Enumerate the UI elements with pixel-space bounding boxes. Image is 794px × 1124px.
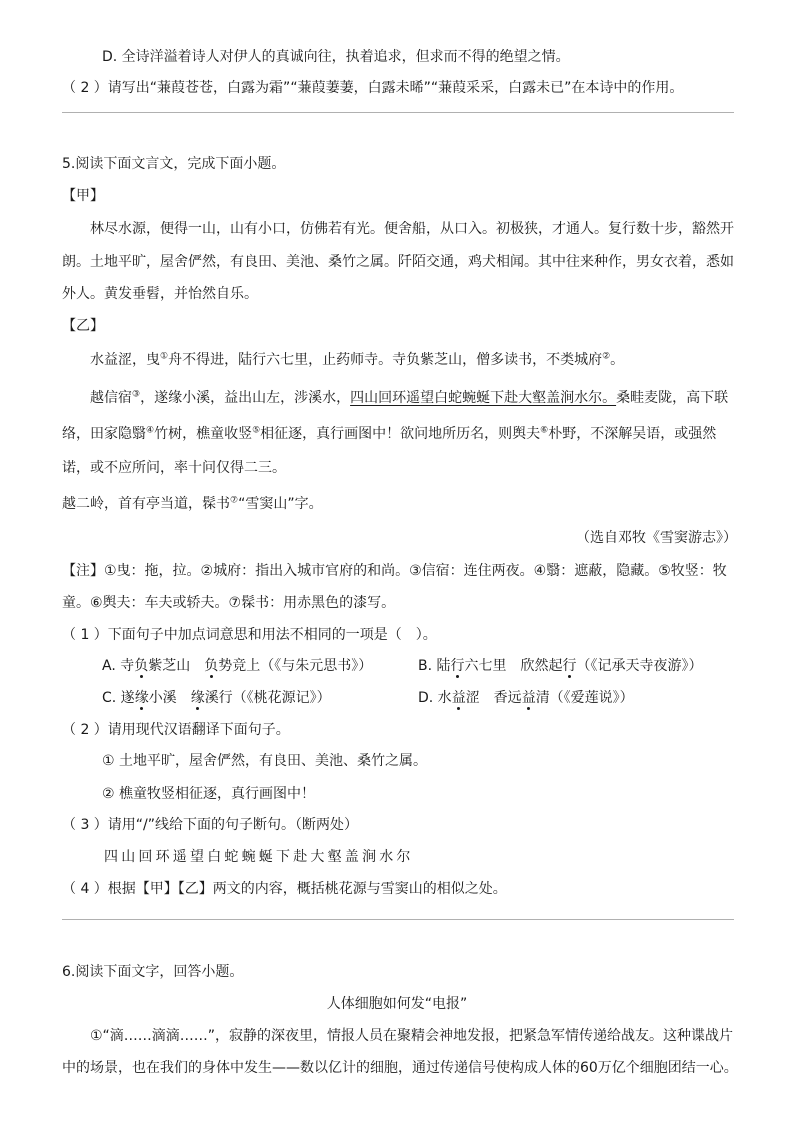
q5-sub-2: （ 2 ）请用现代汉语翻译下面句子。	[62, 722, 290, 738]
q6-title: 6.阅读下面文字，回答小题。	[62, 964, 244, 980]
translate-item-1: ① 土地平旷，屋舍俨然，有良田、美池、桑竹之属。	[102, 753, 427, 769]
note-marker: ④	[146, 425, 155, 436]
q5-title: 5.阅读下面文言文，完成下面小题。	[62, 156, 286, 172]
notes-line-2: 童。⑥舆夫：车夫或轿夫。⑦髹书：用赤黑色的漆写。	[62, 595, 396, 611]
yi-para-1: 水益涩，曳①舟不得进，陆行六七里，止药师寺。寺负紫芝山，僧多读书，不类城府②。	[90, 351, 625, 368]
q4-option-d: D. 全诗洋溢着诗人对伊人的真诚向往，执着追求，但求而不得的绝望之情。	[102, 49, 570, 65]
underlined-sentence: 四山回环遥望白蛇蜿蜒下赴大壑盖涧水尔。	[350, 390, 617, 406]
note-marker: ⑥	[540, 425, 549, 436]
q5-sub-1: （ 1 ）下面句子中加点词意思和用法不相同的一项是（ ）。	[62, 627, 437, 643]
jia-line-1: 林尽水源，便得一山，山有小口，仿佛若有光。便舍船，从口入。初极狭，才通人。复行数十步，豁然开	[90, 221, 734, 237]
option-b: B. 陆行六七里 欣然起行（《记承天寺夜游》）	[418, 658, 703, 674]
note-marker: ①	[160, 351, 169, 362]
jia-label: 【甲】	[62, 188, 104, 204]
jia-line-2: 朗。土地平旷，屋舍俨然，有良田、美池、桑竹之属。阡陌交通，鸡犬相闻。其中往来种作，男女衣着，悉如	[62, 254, 734, 270]
q5-sub-3: （ 3 ）请用“/”线给下面的句子断句。（断两处）	[62, 817, 359, 833]
yi-para-3: 越二岭，首有亭当道，髹书⑦“雪窦山”字。	[62, 495, 323, 512]
translate-item-2: ② 樵童牧竖相征逐，真行画图中！	[102, 786, 316, 802]
note-marker: ③	[132, 389, 141, 400]
q5-sub-4: （ 4 ）根据【甲】【乙】两文的内容，概括桃花源与雪窦山的相似之处。	[62, 881, 507, 897]
article-heading: 人体细胞如何发“电报”	[326, 996, 468, 1012]
notes-line-1: 【注】①曳：拖，拉。②城府：指出入城市官府的和尚。③信宿：连住两夜。④翳：遮蔽，隐藏。⑤牧竖：牧	[62, 563, 727, 579]
q4-subquestion-2: （ 2 ）请写出“蒹葭苍苍，白露为霜”“蒹葭萋萋，白露未晞”“蒹葭采采，白露未已”在本诗中的作用。	[62, 80, 684, 96]
article-para-1-line-2: 中的场景，也在我们的身体中发生——数以亿计的细胞，通过传递信号使构成人体的60万亿个细胞团结一心。	[62, 1060, 738, 1076]
yi-para-2-line-2: 络，田家隐翳④竹树，樵童收竖⑤相征逐，真行画图中！欲问地所历名，则舆夫⑥朴野，不深解吴语，或强然	[62, 425, 717, 442]
option-c: C. 遂缘小溪 缘溪行（《桃花源记》）	[102, 690, 331, 706]
source-citation: （选自邓牧《雪窦游志》）	[576, 530, 737, 546]
yi-para-2-line-1: 越信宿③，遂缘小溪，益出山左，涉溪水，四山回环遥望白蛇蜿蜒下赴大壑盖涧水尔。桑畦麦陇，高下联	[90, 389, 729, 406]
note-marker: ⑤	[252, 425, 261, 436]
yi-label: 【乙】	[62, 318, 104, 334]
option-a: A. 寺负紫芝山 负势竞上（《与朱元思书》）	[102, 658, 373, 674]
divider	[62, 112, 734, 113]
divider	[62, 919, 734, 920]
note-marker: ⑦	[230, 495, 239, 506]
yi-para-2-line-3: 诺，或不应所问，率十问仅得二三。	[62, 460, 286, 476]
option-d: D. 水益涩 香远益清（《爱莲说》）	[418, 690, 634, 706]
jia-line-3: 外人。黄发垂髫，并怡然自乐。	[62, 286, 258, 302]
article-para-1-line-1: ①“滴……滴滴……”，寂静的深夜里，情报人员在聚精会神地发报，把紧急军情传递给战友。这种谍战片	[90, 1028, 734, 1044]
punctuation-sentence: 四山回环遥望白蛇蜿蜒下赴大壑盖涧水尔	[104, 849, 414, 865]
note-marker: ②	[602, 351, 611, 362]
